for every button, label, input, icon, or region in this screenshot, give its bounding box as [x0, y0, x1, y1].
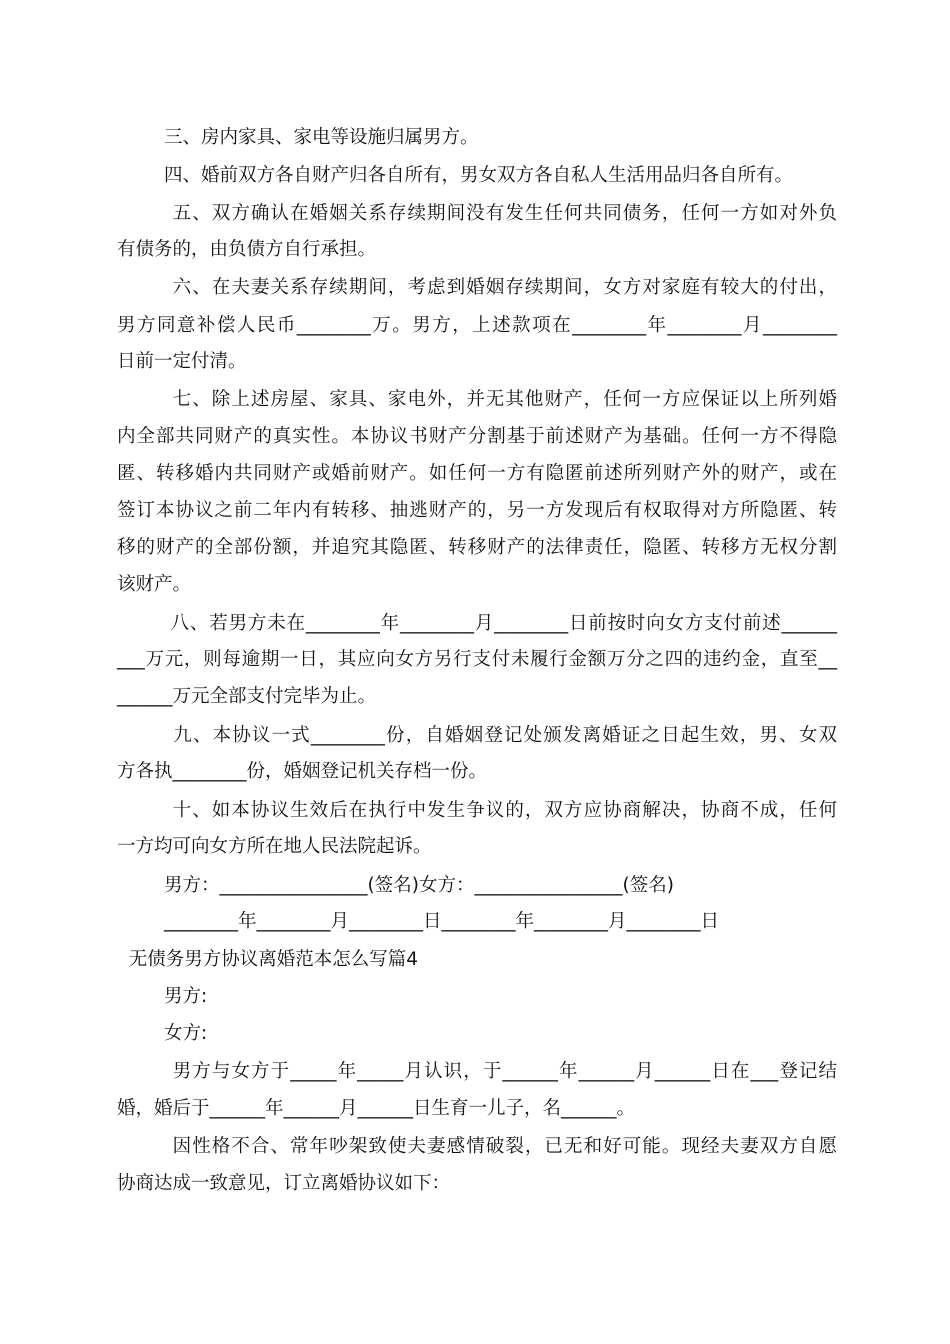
clause-6-line-2: 男方同意补偿人民币________万。男方，上述款项在________年________月________ [117, 315, 837, 336]
intro-line-1: 男方与女方于_____年_____月认识，于______年______月______日在___登记结 [117, 1061, 837, 1082]
reason-line-2: 协商达成一致意见，订立离婚协议如下： [117, 1173, 451, 1194]
clause-5-line-2: 有债务的，由负债方自行承担。 [117, 239, 377, 260]
female-party-label: 女方: [117, 1023, 208, 1044]
clause-8-line-3: ______万元全部支付完毕为止。 [117, 686, 377, 707]
clause-7-line-2: 内全部共同财产的真实性。本协议书财产分割基于前述财产为基础。任何一方不得隐 [117, 426, 837, 447]
clause-7-line-4: 签订本协议之前二年内有转移、抽逃财产的，另一方发现后有权取得对方所隐匿、转 [117, 500, 837, 521]
clause-7-line-6: 该财产。 [117, 574, 192, 595]
clause-9-line-1: 九、本协议一式________份，自婚姻登记处颁发离婚证之日起生效，男、女双 [117, 725, 837, 746]
male-party-label: 男方: [117, 986, 208, 1007]
reason-line-1: 因性格不合、常年吵架致使夫妻感情破裂，已无和好可能。现经夫妻双方自愿 [117, 1136, 837, 1157]
clause-8-line-1: 八、若男方未在________年________月________日前按时向女方支付前述______ [117, 613, 837, 634]
intro-line-2: 婚，婚后于______年______月______日生育一儿子，名______。 [117, 1098, 636, 1119]
clause-7-line-5: 移的财产的全部份额，并追究其隐匿、转移财产的法律责任，隐匿、转移方无权分割 [117, 537, 837, 558]
clause-9-line-2: 方各执________份，婚姻登记机关存档一份。 [117, 761, 488, 782]
clause-7-line-3: 匿、转移婚内共同财产或婚前财产。如任何一方有隐匿前述所列财产外的财产，或在 [117, 463, 837, 484]
clause-7-line-1: 七、除上述房屋、家具、家电外，并无其他财产，任何一方应保证以上所列婚 [117, 389, 837, 410]
date-line: ________年________月________日________年________月________日 [117, 911, 720, 932]
clause-10-line-1: 十、如本协议生效后在执行中发生争议的，双方应协商解决，协商不成，任何 [117, 800, 837, 821]
signature-line: 男方：________________(签名)女方：________________(签名) [117, 875, 674, 896]
clause-4-line-1: 四、婚前双方各自财产归各自所有，男女双方各自私人生活用品归各自所有。 [117, 165, 794, 186]
clause-10-line-2: 一方均可向女方所在地人民法院起诉。 [117, 836, 432, 857]
clause-3-line-1: 三、房内家具、家电等设施归属男方。 [117, 127, 479, 148]
clause-8-line-2: ___万元，则每逾期一日，其应向女方另行支付未履行金额万分之四的违约金，直至__ [117, 649, 837, 670]
clause-6-line-3: 日前一定付清。 [117, 351, 247, 372]
clause-6-line-1: 六、在夫妻关系存续期间，考虑到婚姻存续期间，女方对家庭有较大的付出， [117, 277, 837, 298]
clause-5-line-1: 五、双方确认在婚姻关系存续期间没有发生任何共同债务，任何一方如对外负 [117, 203, 837, 224]
section-title: 无债务男方协议离婚范本怎么写篇4 [117, 949, 419, 970]
